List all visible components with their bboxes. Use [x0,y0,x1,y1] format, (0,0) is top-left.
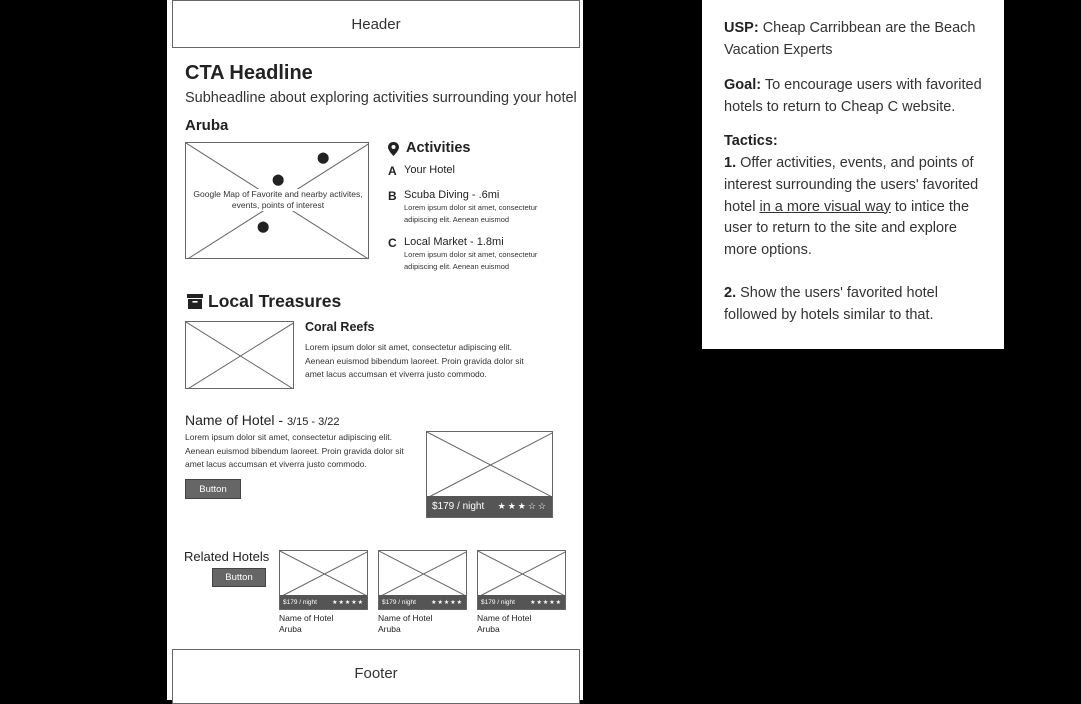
hotel-image-placeholder[interactable] [426,431,553,518]
related-hotel-card[interactable] [477,550,566,610]
wireframe-page [167,0,583,700]
tactic-1-text: Offer activities, events, and points of interest surrounding the users' favorited hotel [724,155,979,215]
subheadline: Subheadline about exploring activities surrounding your hotel [185,90,577,106]
star-rating-icon: ★★★☆☆ [497,501,548,511]
tactics-label: Tactics: [724,133,778,149]
activity-name[interactable]: Local Market - 1.8mi [404,236,504,248]
related-hotel-card[interactable] [378,550,467,610]
map-pin-icon[interactable]: ⬤ [257,221,270,233]
activity-desc: Lorem ipsum dolor sit amet, consectetur adipiscing elit. Aenean euismod [404,203,538,224]
activities-title: Activities [406,140,471,156]
activity-letter: B [388,189,397,203]
related-price: $179 / night [481,598,515,606]
tactic-2-number: 2. [724,285,737,301]
goal-text: To encourage users with favorited hotels to return to Cheap C website. [724,77,982,115]
activity-letter: C [388,236,397,250]
hotel-desc: Lorem ipsum dolor sit amet, consectetur adipiscing elit. Aenean euismod bibendum laoreet. Proin gravida dolor sit amet lacus accumsan et viverra justo commodo. [185,432,404,469]
related-hotel-location: Aruba [477,624,500,634]
star-rating-icon: ★★★★★ [431,599,463,606]
related-button[interactable]: Button [212,568,266,587]
hotel-name [185,412,340,428]
hotel-price: $179 / night [432,501,485,512]
hotel-button[interactable]: Button [185,479,241,499]
tactic-1 [724,153,986,262]
related-hotel-name[interactable]: Name of Hotel [279,613,334,623]
usp-label: USP: [724,20,759,36]
tactic-1-number: 1. [724,155,737,171]
star-rating-icon: ★★★★★ [530,599,562,606]
map-pin-icon[interactable]: ⬤ [317,152,330,164]
usp-text: Cheap Carribbean are the Beach Vacation Experts [724,20,976,58]
activity-name[interactable]: Your Hotel [404,164,455,176]
footer [172,649,580,704]
related-hotel-location: Aruba [279,624,302,634]
activity-desc: Lorem ipsum dolor sit amet, consectetur adipiscing elit. Aenean euismod [404,250,538,271]
placeholder-cross [186,322,294,389]
map-pin-icon[interactable]: ⬤ [272,174,285,186]
footer-label: Footer [354,665,398,682]
location-title: Aruba [185,117,229,134]
related-hotel-card[interactable] [279,550,368,610]
treasure-image-placeholder[interactable] [185,321,294,389]
price-bar [379,595,466,609]
map-caption: Google Map of Favorite and nearby activites, events, points of interest [193,189,363,210]
hotel-name-text: Name of Hotel - [185,412,284,428]
archive-icon [187,294,203,309]
map-placeholder[interactable] [185,142,369,259]
related-hotel-name[interactable]: Name of Hotel [477,613,532,623]
price-bar [427,496,552,517]
header [172,0,580,48]
activity-letter: A [388,164,397,178]
tactic-1-text-end: to intice the user to return to the site and explore more options. [724,198,970,259]
price-bar [280,595,367,609]
star-rating-icon: ★★★★★ [332,599,364,606]
notes-panel [702,0,1004,349]
related-price: $179 / night [283,598,317,606]
goal-label: Goal: [724,77,762,93]
local-treasures-title: Local Treasures [208,291,342,311]
header-label: Header [351,15,401,33]
hotel-dates: 3/15 - 3/22 [286,416,340,428]
price-bar [478,595,565,609]
tactic-1-link[interactable]: in a more visual way [759,198,891,215]
map-marker-icon [388,142,399,156]
goal-note [724,75,986,119]
tactic-2 [724,283,986,327]
usp-note [724,18,986,62]
related-hotel-location: Aruba [378,624,401,634]
cta-headline: CTA Headline [185,62,313,84]
tactic-2-text: Show the users' favorited hotel followed by hotels similar to that. [724,285,938,323]
activity-name[interactable]: Scuba Diving - .6mi [404,189,500,201]
treasure-desc: Lorem ipsum dolor sit amet, consectetur adipiscing elit. Aenean euismod bibendum laoreet. Proin gravida dolor sit amet lacus accumsan et viverra justo commodo. [305,342,524,379]
related-price: $179 / night [382,598,416,606]
treasure-title[interactable]: Coral Reefs [305,320,375,334]
related-hotels-title: Related Hotels [184,549,270,564]
related-hotel-name[interactable]: Name of Hotel [378,613,433,623]
